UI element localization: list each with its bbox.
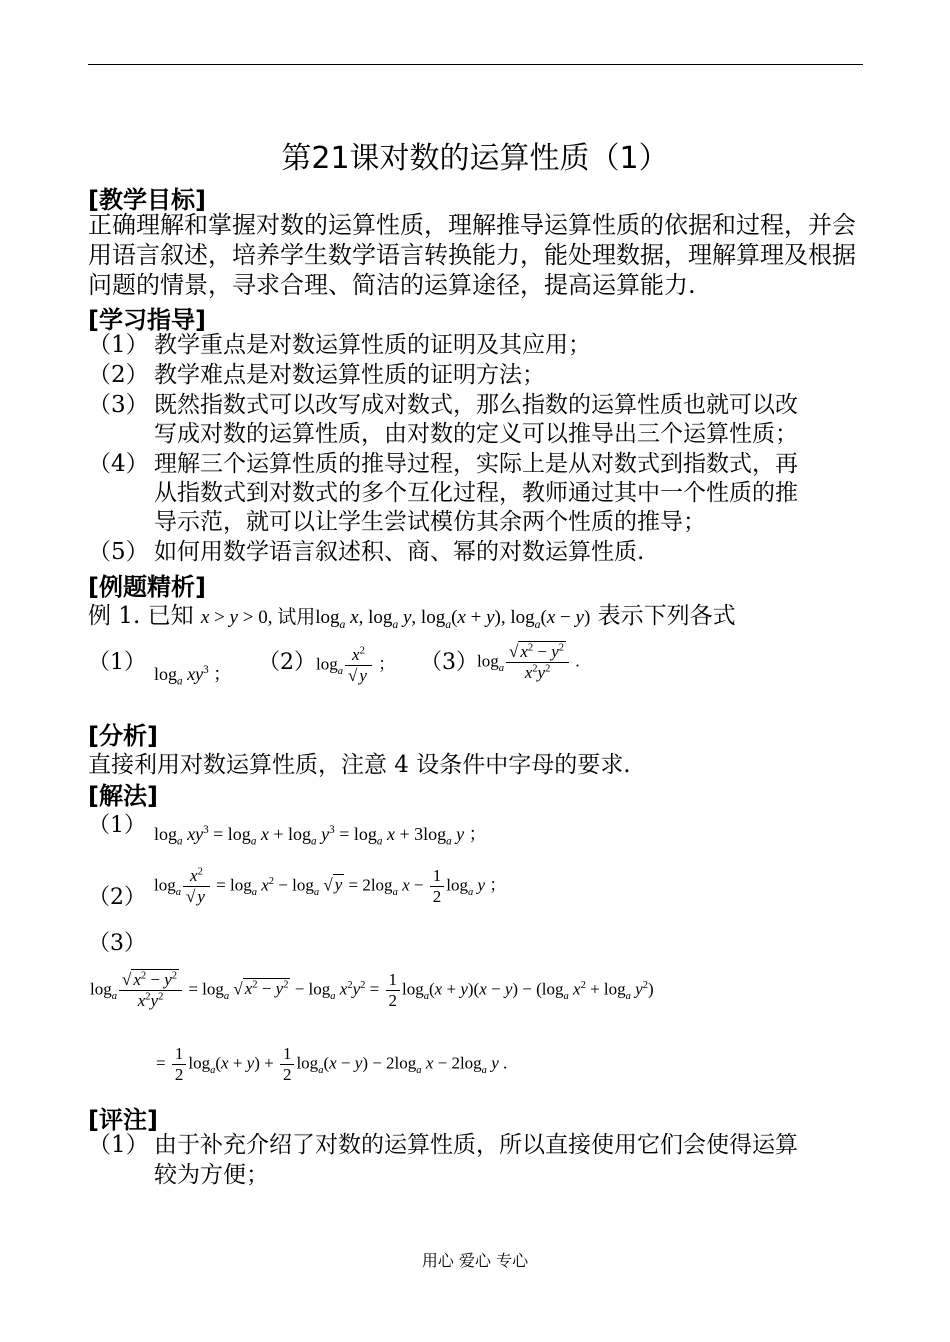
example-part-1-label: （1）: [88, 650, 146, 675]
solution-part-1-label: （1）: [88, 813, 146, 838]
section-examples: [例题精析]: [88, 573, 206, 601]
example-expr-2: $\log_a$ $\frac{x^2}{√ y}$ ；: [316, 645, 396, 685]
objectives-text: 正确理解和掌握对数的运算性质，理解推导运算性质的依据和过程，并会用语言叙述，培养学生数学语言转换能力，能处理数据，理解算理及根据问题的情景，寻求合理、简洁的运算途径，提高运算能力.: [88, 211, 856, 299]
comment-item-1: （1） 由于补充介绍了对数的运算性质，所以直接使用它们会使得运算: [88, 1132, 798, 1158]
solution-expr-3-line-2: = $\frac{1}{2}$ $\log_a(x + y)$ + $\frac{1}{2}$ $\log_a(x - y) - 2\log_a$ $x - 2\log_a$ y .: [156, 1044, 508, 1084]
solution-expr-3-line-1: $\log_a$ $\frac{√ x^2 - y^2}{x^2y^2}$ = $\log_a$ √ $x^2 - y^2 - \log_a x^2y^2$ = $\frac{1}{2}$ $\log_a(x + y)(x - y) - (\log_a$ $x^2 + \log_a y^2$): [90, 970, 654, 1010]
section-objectives: [教学目标]: [88, 186, 206, 214]
guidance-item-3-cont: 写成对数的运算性质，由对数的定义可以推导出三个运算性质；: [154, 421, 798, 447]
example-1-statement: 例 1. 已知 x > y > 0, 试用$\log_a x$, $\log_a y$, $\log_a(x + y)$, $\log_a(x - y)$ 表示下列各式: [88, 603, 736, 631]
page-footer: 用心 爱心 专心: [421, 1251, 529, 1270]
analysis-text: 直接利用对数运算性质，注意 4 设条件中字母的要求.: [88, 752, 631, 778]
page-title: 第21课对数的运算性质（1）: [281, 141, 669, 176]
solution-part-2-label: （2）: [88, 885, 146, 910]
example-expr-1: $\log_a xy^3$ ；: [154, 664, 232, 688]
guidance-item-3: （3） 既然指数式可以改写成对数式，那么指数的运算性质也就可以改: [88, 392, 798, 418]
section-guidance: [学习指导]: [88, 306, 206, 334]
example-expr-3: $\log_a$ $\frac{√ x^2 - y^2}{x^2y^2}$ .: [477, 642, 580, 682]
comment-item-1-cont: 较为方便；: [154, 1162, 269, 1188]
guidance-item-4-cont2: 导示范，就可以让学生尝试模仿其余两个性质的推导；: [154, 509, 706, 535]
example-part-3-label: （3）: [420, 650, 478, 675]
solution-expr-2: $\log_a$ $\frac{x^2}{√ y}$ = $\log_a x^2 - \log_a$ √ $y = 2\log_a$ x − $\frac{1}{2}$ $\log_a y$ ；: [154, 866, 507, 906]
guidance-item-2: （2） 教学难点是对数运算性质的证明方法；: [88, 362, 545, 388]
section-solution: [解法]: [88, 782, 158, 810]
section-analysis: [分析]: [88, 722, 158, 750]
guidance-item-4: （4） 理解三个运算性质的推导过程，实际上是从对数式到指数式，再: [88, 451, 798, 477]
solution-part-3-label: （3）: [88, 931, 146, 956]
guidance-item-5: （5） 如何用数学语言叙述积、商、幂的对数运算性质.: [88, 539, 645, 565]
section-comment: [评注]: [88, 1106, 158, 1134]
guidance-item-4-cont1: 从指数式到对数式的多个互化过程，教师通过其中一个性质的推: [154, 480, 798, 506]
header-rule: [88, 64, 863, 65]
example-part-2-label: （2）: [258, 650, 316, 675]
guidance-item-1: （1） 教学重点是对数运算性质的证明及其应用；: [88, 332, 591, 358]
solution-expr-1: $\log_a xy^3 = \log_a x + \log_a y^3 = \log_a x + 3\log_a$ y ；: [154, 824, 487, 848]
